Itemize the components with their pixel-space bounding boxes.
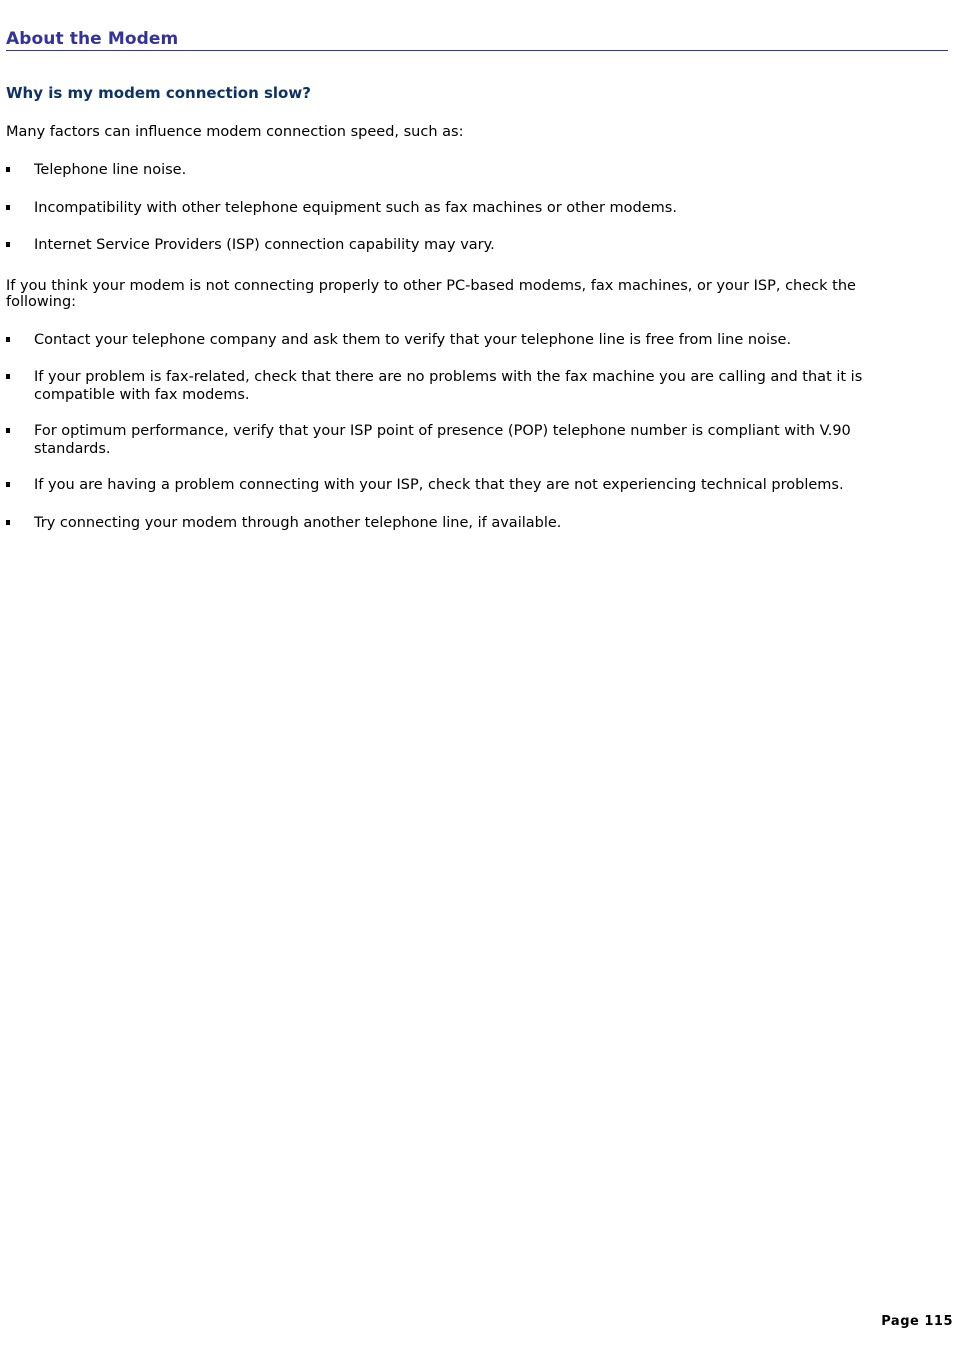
bullet-icon	[6, 374, 10, 379]
bullet-icon	[6, 482, 10, 487]
bullet-icon	[6, 167, 10, 172]
section-heading: Why is my modem connection slow?	[6, 84, 311, 102]
bullet-icon	[6, 242, 10, 247]
check-intro-paragraph: If you think your modem is not connecting properly to other PC-based modems, fax machines, or your ISP, check the following:	[6, 278, 856, 310]
bullet-icon	[6, 428, 10, 433]
page-number: Page 115	[881, 1314, 953, 1329]
bullet-icon	[6, 520, 10, 525]
bullet-icon	[6, 337, 10, 342]
intro-paragraph: Many factors can influence modem connection speed, such as:	[6, 124, 464, 140]
bullet-icon	[6, 205, 10, 210]
page-title: About the Modem	[6, 29, 948, 51]
